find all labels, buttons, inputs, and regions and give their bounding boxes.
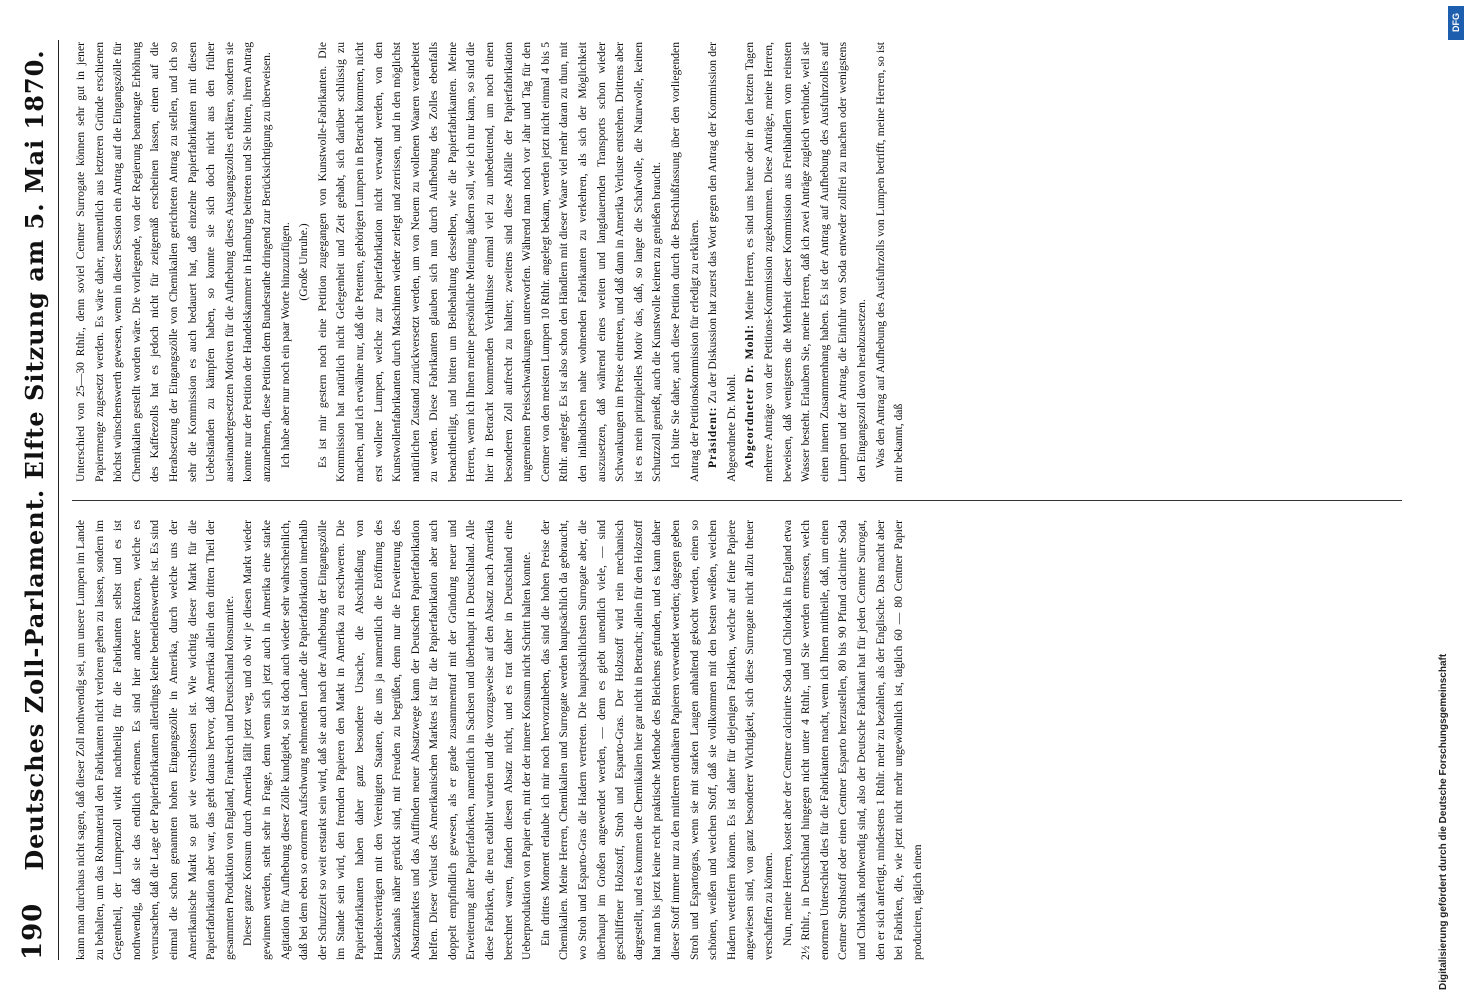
paragraph-text: Ich bitte Sie daher, auch diese Petition durch die Beschlußfassung über den vorliegenden Antrag der Petitionskommission für erledigt zu erklären. (669, 42, 701, 482)
paragraph (537, 520, 779, 960)
paragraph (314, 42, 667, 482)
paragraph-text: Ich habe aber nur noch ein paar Worte hinzuzufügen. (278, 222, 292, 468)
paragraph-text: Was den Antrag auf Aufhebung des Ausfuhrzolls von Lumpen betrifft, meine Herren, so ist mir bekannt, daß (873, 42, 906, 482)
paragraph-text: Zu der Diskussion hat zuerst das Wort gegen den Antrag der Kommission der Abgeordnete Dr. Mohl. (706, 42, 738, 482)
paragraph-text: kann man durchaus nicht sagen, daß dieser Zoll nothwendig sei, um unsere Lumpen im Lande zu behalten, um das Rohmaterial den Fabrikanten nicht verloren gehen zu lassen, sondern im Gegentheil, der Lumpenzoll wirkt nachtheilig für die Fabrikanten selbst und es ist nothwendig, daß sie das endlich erkennen. Es sind hier andere Faktoren, welche es verursachen, daß die Lage der Papierfabrikanten allerdings keine beneidenswerthe ist. Es sind einmal die schon genannten hohen Eingangszölle in Amerika, durch welche uns der Amerikanische Markt so gut wie verschlossen ist. Wie wichtig dieser Markt für die Papierfabrikation aber war, das geht daraus hervor, daß Amerika allein den dritten Theil der gesammten Produktion von England, Frankreich und Deutschland konsumirte. (74, 520, 236, 960)
page-header (18, 40, 59, 960)
speaker-name: Präsident: (706, 406, 720, 468)
paragraph-text: Meine Herren, es sind uns heute oder in den letzten Tagen mehrere Anträge von der Petitions-Kommission zugekommen. Diese Anträge, meine Herren, beweisen, daß wenigstens die Mehrheit dieser Kommission aus Freihändlern vom reinsten Wasser besteht. Erlauben Sie, meine Herren, daß ich zwei Anträge zugleich verbinde, weil sie einen innern Zusammenhang haben. Es ist der Antrag auf Aufhebung des Ausfuhrzolles auf Lumpen und der Antrag, die Einfuhr von Soda entweder zollfrei zu machen oder wenigstens den Eingangszoll davon herabzusetzen. (743, 42, 868, 482)
paragraph-text: Dieser ganze Konsum durch Amerika fällt jetzt weg, und ob wir je diesen Markt wieder gewinnen werden, steht sehr in Frage, denn wenn sich jetzt auch in Amerika eine starke Agitation für Aufhebung dieser Zölle kundgiebt, so ist doch auch wieder sehr wahrscheinlich, daß bei dem eben so enormen Aufschwung nehmenden Lande die Papierfabrikation innerhalb der Schutzzeit so weit erstarkt sein wird, daß sie auch nach der Aufhebung der Eingangszölle im Stande sein wird, den fremden Papieren den Markt in Amerika zu erschweren. Die Papierfabrikanten haben daher ganz besondere Ursache, die Abschließung von Handelsverträgen mit den Vereinigten Staaten, die uns ja namentlich die Eröffnung des Suezkanals näher gerückt sind, mit Freuden zu begrüßen, denn nur die Erweiterung des Absatzmarktes und das Auffinden neuer Absatzwege kann der Deutschen Papierfabrikation helfen. Dieser Verlust des Amerikanischen Marktes ist für die Papierfabrikation aber auch doppelt empfindlich gewesen, als er grade zusammentraf mit der Gründung neuer und Erweiterung alter Papierfabriken, namentlich in Sachsen und überhaupt in Deutschland. Alle diese Fabriken, die neu etablirt wurden und die vorzugsweise auf den Absatz nach Amerika berechnet waren, fanden diesen Absatz nicht, und es trat daher in Deutschland eine Ueberproduktion von Papier ein, mit der der innere Konsum nicht Schritt halten konnte. (241, 520, 534, 960)
paragraph-text: Ein drittes Moment erlaube ich mir noch hervorzuheben, das sind die hohen Preise der Chemikalien. Meine Herren, Chemikalien und Surrogate werden hauptsächlich da gebraucht, wo Stroh und Esparto-Gras die Hadern vertreten. Die hauptsächlichsten Surrogate aber, die überhaupt im Großen angewendet werden, — denn es giebt unendlich viele, — sind geschliffener Holzstoff, Stroh und Esparto-Gras. Der Holzstoff wird rein mechanisch dargestellt, und es kommen die Chemikalien hier gar nicht in Betracht; allein für den Holzstoff hat man bis jetzt keine recht praktische Methode des Bleichens gefunden, und es kann daher dieser Stoff immer nur zu den mittleren ordinären Papieren verwendet werden; dagegen geben Stroh und Espartogras, wenn sie mit starken Laugen anhaltend gekocht werden, einen so schönen, weißen und weichen Stoff, daß sie vollkommen mit den besten weißen, weichen Hadern wetteifern können. Es ist daher für diejenigen Fabriken, welche auf feine Papiere angewiesen sind, von ganz besonderer Wichtigkeit, sich diese Surrogate nicht allzu theuer verschaffen zu können. (538, 520, 775, 960)
paragraph (72, 42, 277, 482)
paragraph-text: Nun, meine Herren, kostet aber der Centner calcinirte Soda und Chlorkalk in England etwa 2½ Rthlr., in Deutschland hingegen nicht unter 4 Rthlr., und Sie werden ermessen, welch enormen Unterschied dies für die Fabrikanten macht, wenn ich Ihnen mittheile, daß, um einen Centner Strohstoff oder einen Centner Esparto herzustellen, 80 bis 90 Pfund calcinirte Soda und Chlorkalk nothwendig sind, also der Deutsche Fabrikant hat für jeden Centner Surrogat, den er sich anfertigt, mindestens 1 Rthlr. mehr zu bezahlen, als der Englische. Das macht aber bei Fabriken, die, wie jetzt nicht mehr ungewöhnlich ist, täglich 60 — 80 Centner Papier produciren, täglich einen (780, 520, 924, 960)
paragraph (667, 42, 704, 482)
column-divider (72, 500, 1402, 501)
paragraph-text: Es ist mir gestern noch eine Petition zugegangen von Kunstwolle-Fabrikanten. Die Kommission hat natürlich nicht Gelegenheit und Zeit gehabt, sich darüber schlüssig zu machen, und ich erwähne nur, daß die Petenten, gehörigen Lumpen in Betracht kommen, nicht erst wollene Lumpen, welche zur Papierfabrikation nicht verwandt werden, von den Kunstwollenfabrikanten durch Maschinen wieder zerlegt und zerrissen, und in den möglichst natürlichen Zustand zurückversetzt werden, um von Neuem zu wollenen Waaren verarbeitet zu werden. Diese Fabrikanten glauben sich nun durch Aufhebung des Zolles ebenfalls benachtheiligt, und bitten um Beibehaltung desselben, wie die Papierfabrikanten. Meine Herren, wenn ich Ihnen meine persönliche Meinung äußern soll, wie ich nur kann, so sind die hier in Betracht kommenden Verhältnisse einmal viel zu unbedeutend, um noch einen besonderen Zoll aufrecht zu halten; zweitens sind diese Abfälle der Papierfabrikation ungemeinen Preisschwankungen unterworfen. Während man noch vor Jahr und Tag für den Centner von den meisten Lumpen 10 Rthlr. angelegt bekam, werden jetzt nicht einmal 4 bis 5 Rthlr. angelegt. Es ist also schon den Händlern mit dieser Waare viel mehr daran zu thun, mit den inländischen nahe wohnenden Fabrikanten zu verkehren, als sich der Möglichkeit auszusetzen, daß während eines weiten und langdauernden Transports schon wieder Schwankungen im Preise eintreten, und daß dann in Amerika Verluste entstehen. Drittens aber ist es mein prinzipielles Motiv das, daß, so lange die Schafwolle, die Naturwolle, keinen Schutzzoll genießt, auch die Kunstwolle keinen zu genießen braucht. (315, 42, 664, 482)
digitization-credit: Digitalisierung gefördert durch die Deutsche Forschungsgemeinschaft (1438, 653, 1449, 990)
paragraph (704, 42, 741, 482)
running-title: Deutsches Zoll-Parlament. Elfte Sitzung am 5. Mai 1870. (20, 49, 49, 871)
paragraph (872, 42, 909, 482)
page-number: 190 (18, 902, 48, 960)
paragraph (239, 520, 537, 960)
speaker-name: Abgeordneter Dr. Mohl: (743, 324, 757, 468)
paragraph-text: Unterschied von 25—30 Rthlr., denn soviel Centner Surrogate können sehr gut in jener Papiermenge zugesetzt werden. Es wäre daher, namentlich aus letzteren Gründe erschienen höchst wünschenswerth gewesen, wenn in dieser Session ein Antrag auf die Eingangszölle für Chemikalien gestellt worden wäre. Die vorliegende, von der Regierung beantragte Erhöhung des Kaffeezolls hat es jedoch nicht für zeitgemäß erscheinen lassen, einen auf die Herabsetzung der Eingangszölle von Chemikalien gerichteten Antrag zu stellen, und ich so sehr die Kommission es auch bedauert hat, daß einzelne Papierfabrikanten mit diesen Uebelständen zu kämpfen haben, so konnte sie sich doch nicht aus den früher auseinandergesetzten Motiven für die Aufhebung dieses Ausgangszolles erklären, sondern sie konnte nur der Petition der Handelskammer in Hamburg beitreten und Sie bitten, ihren Antrag anzunehmen, diese Petition dem Bundesrathe dringend zur Berücksichtigung zu überweisen. (74, 42, 273, 482)
paragraph (72, 520, 239, 960)
paragraph (779, 520, 928, 960)
right-column (72, 42, 1402, 482)
left-column (72, 520, 1402, 960)
paragraph-text: (Große Unruhe.) (297, 223, 311, 301)
paragraph (295, 42, 314, 482)
paragraph (741, 42, 871, 482)
paragraph (277, 42, 296, 482)
dfg-logo: DFG (1448, 6, 1464, 40)
